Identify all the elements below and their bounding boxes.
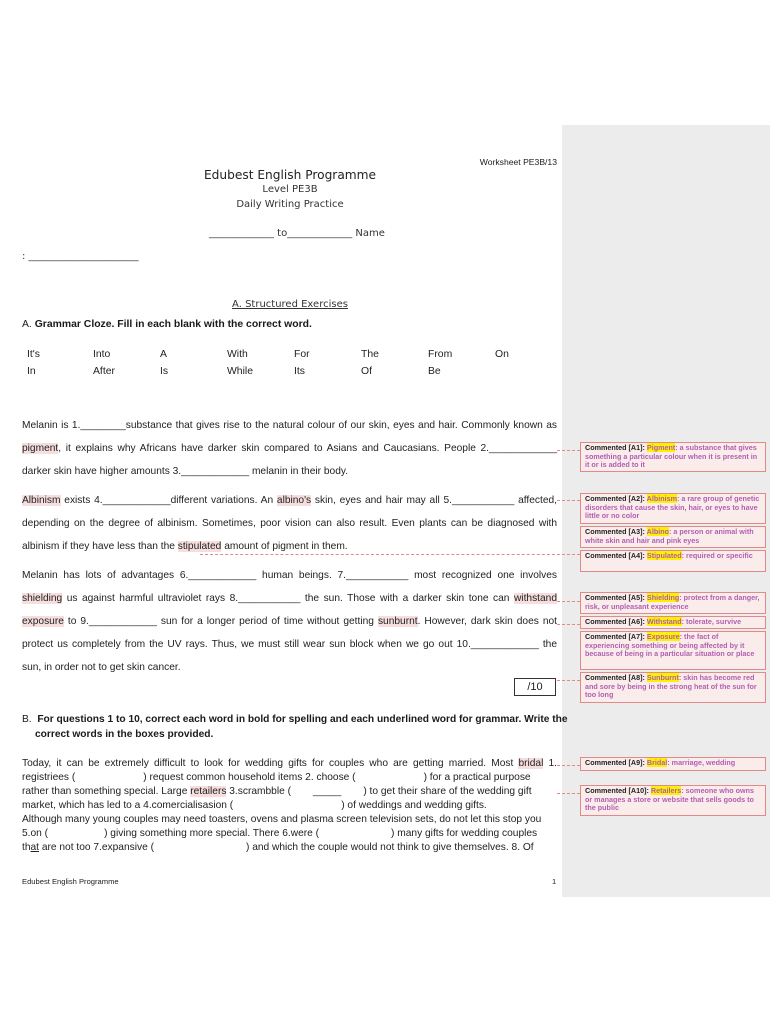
p3-line2 <box>22 593 557 604</box>
section-a-title: A. Structured Exercises <box>232 299 348 310</box>
highlight-albinism[interactable]: Albinism <box>22 495 61 506</box>
comment-a7[interactable] <box>580 631 766 670</box>
p1-line2 <box>22 443 557 454</box>
section-a-label: A. <box>22 319 32 330</box>
b-line3 <box>22 786 557 797</box>
p3-line3-text-b: . However, dark skin does not <box>417 616 557 627</box>
section-b-instruction <box>22 714 568 725</box>
section-b-label: B. <box>22 714 32 725</box>
word-bank-item: Is <box>160 366 169 377</box>
p2-line3 <box>22 541 557 552</box>
word-bank-item: From <box>428 349 453 360</box>
b-line4-b: ) of weddings and wedding gifts. <box>341 800 487 811</box>
word-bank-item: Its <box>294 366 305 377</box>
b-line2-a: registriees ( <box>22 772 76 783</box>
b-line2-b: ) request common household items 2. choose ( <box>143 772 356 783</box>
highlight-stipulated[interactable]: stipulated <box>177 541 222 552</box>
comment-a2[interactable] <box>580 493 766 524</box>
score-box: /10 <box>514 678 556 696</box>
comment-connector <box>557 450 580 451</box>
comment-label: Commented [A6]: <box>585 617 645 626</box>
comment-a8[interactable] <box>580 672 766 703</box>
section-a-instruction <box>22 319 312 330</box>
comment-label: Commented [A8]: <box>585 673 645 682</box>
b-line5: Although many young couples may need toasters, ovens and plasma screen television sets, do not let this stop you <box>22 814 542 825</box>
p1-line1: Melanin is 1.________substance that gives rise to the natural colour of our skin, eyes and hair. Commonly known as <box>22 420 557 431</box>
p1-line2-text: , it explains why Africans have darker skin compared to Asians and Caucasians. People 2.____________ <box>58 443 557 454</box>
comment-term: Albino <box>646 527 669 536</box>
highlight-retailers[interactable]: retailers <box>190 786 227 797</box>
b-line2-c: ) for a practical purpose <box>423 772 531 783</box>
comment-text: : a person or animal with white skin and hair and pink eyes <box>585 527 754 545</box>
b-line6 <box>22 828 557 839</box>
section-b-instruction-l1: For questions 1 to 10, correct each word in bold for spelling and each underlined word for grammar. Write the <box>37 714 568 725</box>
comment-a5[interactable] <box>580 592 766 614</box>
comment-text: : a rare group of genetic disorders that cause the skin, hair, or eyes to have little or no color <box>585 494 760 521</box>
comment-term: Bridal <box>646 758 668 767</box>
comment-term: Retailers <box>650 786 682 795</box>
answer-box-3[interactable]: _____ <box>312 786 342 797</box>
comment-connector <box>557 680 580 681</box>
word-bank-item: Be <box>428 366 441 377</box>
b-line3-c: ) to get their share of the wedding gift <box>363 786 532 797</box>
b-line6-c: ) many gifts for wedding couples <box>391 828 538 839</box>
b-line3-b: 3.scrambble ( <box>226 786 291 797</box>
comment-label: Commented [A7]: <box>585 632 645 641</box>
b-line6-b: ) giving something more special. There 6.were ( <box>104 828 320 839</box>
underlined-that: at <box>30 842 39 853</box>
b-line4-a: market, which has led to a 4.comercialisasion ( <box>22 800 234 811</box>
b-line7-c: ) and which the couple would not think to give themselves. 8. Of <box>245 842 534 853</box>
word-bank-item: On <box>495 349 509 360</box>
subtitle: Daily Writing Practice <box>236 199 344 210</box>
comment-term: Albinism <box>646 494 677 503</box>
level-label: Level PE3B <box>262 184 318 195</box>
comment-a4[interactable] <box>580 550 766 572</box>
p1-line3: darker skin have higher amounts 3.____________ melanin in their body. <box>22 466 349 477</box>
word-bank-item: The <box>361 349 379 360</box>
comment-a9[interactable] <box>580 757 766 771</box>
comment-term: Withstand <box>646 617 682 626</box>
highlight-bridal[interactable]: bridal <box>518 758 544 769</box>
comment-a3[interactable] <box>580 526 766 548</box>
word-bank-item: While <box>227 366 253 377</box>
p2-line1-text-b: skin, eyes and hair may all 5.___________ affected, <box>311 495 558 506</box>
b-line6-a: 5.on ( <box>22 828 49 839</box>
word-bank-item: After <box>93 366 115 377</box>
p3-line3 <box>22 616 557 627</box>
comment-connector <box>557 601 580 602</box>
p2-line1 <box>22 495 557 506</box>
programme-title: Edubest English Programme <box>203 168 377 182</box>
comment-connector <box>557 500 580 501</box>
comment-term: Exposure <box>646 632 680 641</box>
comment-text: : marriage, wedding <box>667 758 736 767</box>
b-line7 <box>22 842 557 853</box>
comment-text: : a substance that gives something a particular colour when it is present in it or is added to it <box>585 443 758 470</box>
highlight-albino[interactable]: albino's <box>276 495 312 506</box>
comment-label: Commented [A3]: <box>585 527 645 536</box>
date-name-line: _____________ to_____________ Name <box>209 228 385 239</box>
word-bank-item: With <box>227 349 248 360</box>
p3-line1: Melanin has lots of advantages 6.____________ human beings. 7.___________ most recognized one involves <box>22 570 557 581</box>
comment-text: : protect from a danger, risk, or unpleasant experience <box>585 593 760 611</box>
word-bank-item: Into <box>93 349 111 360</box>
comment-label: Commented [A10]: <box>585 786 649 795</box>
word-bank-item: A <box>160 349 167 360</box>
comment-text: : the fact of experiencing something or being affected by it because of being in a particular situation or place <box>585 632 755 659</box>
b-line1-text: Today, it can be extremely difficult to look for wedding gifts for couples who are getting married. Most <box>22 758 519 769</box>
comment-label: Commented [A4]: <box>585 551 645 560</box>
p3-line2-text: us against harmful ultraviolet rays 8.___________ the sun. Those with a darker skin tone can <box>62 593 514 604</box>
highlight-sunburnt[interactable]: sunburnt <box>377 616 418 627</box>
comment-term: Shielding <box>646 593 680 602</box>
p3-line3-text-a: to 9.____________ sun for a longer period of time without getting <box>63 616 378 627</box>
comment-connector <box>200 554 580 555</box>
b-line1 <box>22 758 557 769</box>
comment-connector <box>557 793 580 794</box>
comment-connector <box>557 624 580 625</box>
colon-line: : ______________________ <box>22 251 139 262</box>
comment-connector <box>557 765 580 766</box>
word-bank-item: In <box>27 366 36 377</box>
worksheet-number: Worksheet PE3B/13 <box>479 157 557 167</box>
footer-left: Edubest English Programme <box>22 877 119 886</box>
p3-line5: sun, in order not to get skin cancer. <box>22 662 181 673</box>
comment-label: Commented [A5]: <box>585 593 645 602</box>
highlight-withstand[interactable]: withstand <box>513 593 557 604</box>
comment-a10[interactable] <box>580 785 766 816</box>
word-bank-item: For <box>294 349 310 360</box>
p3-line4: protect us completely from the UV rays. Thus, we must still wear sun block when we go out 10.____________ the <box>22 639 557 650</box>
b-line7-a: th <box>22 842 31 853</box>
comment-label: Commented [A1]: <box>585 443 645 452</box>
highlight-shielding[interactable]: shielding <box>22 593 63 604</box>
b-line3-a: rather than something special. Large <box>22 786 191 797</box>
comment-label: Commented [A2]: <box>585 494 645 503</box>
highlight-exposure[interactable]: exposure <box>22 616 64 627</box>
p2-line3-text-b: amount of pigment in them. <box>221 541 348 552</box>
comment-text: : skin has become red and sore by being in the strong heat of the sun for too long <box>585 673 757 700</box>
comment-a1[interactable] <box>580 442 766 472</box>
b-line4 <box>22 800 557 811</box>
comment-term: Stipulated <box>646 551 682 560</box>
p2-line2: depending on the degree of albinism. Sometimes, poor vision can also result. Even plants can be diagnosed with <box>22 518 557 529</box>
p2-line3-text-a: albinism if they have less than the <box>22 541 178 552</box>
b-line1-num: 1. <box>543 758 557 769</box>
page-number: 1 <box>552 877 557 886</box>
comment-a6[interactable] <box>580 616 766 629</box>
word-bank-item: It's <box>27 349 40 360</box>
word-bank-item: Of <box>361 366 372 377</box>
comment-term: Pigment <box>646 443 676 452</box>
comment-text: : tolerate, survive <box>681 617 742 626</box>
p2-line1-text-a: exists 4.____________different variations. An <box>60 495 277 506</box>
highlight-pigment[interactable]: pigment <box>22 443 59 454</box>
b-line7-b: are not too 7.expansive ( <box>39 842 154 853</box>
b-line2 <box>22 772 557 783</box>
section-a-instruction-text: Grammar Cloze. Fill in each blank with the correct word. <box>34 319 312 330</box>
comment-label: Commented [A9]: <box>585 758 645 767</box>
comment-term: Sunburnt <box>646 673 679 682</box>
comment-text: : required or specific <box>681 551 753 560</box>
section-b-instruction-l2: correct words in the boxes provided. <box>35 729 214 740</box>
comment-text: : someone who owns or manages a store or website that sells goods to the public <box>585 786 754 813</box>
